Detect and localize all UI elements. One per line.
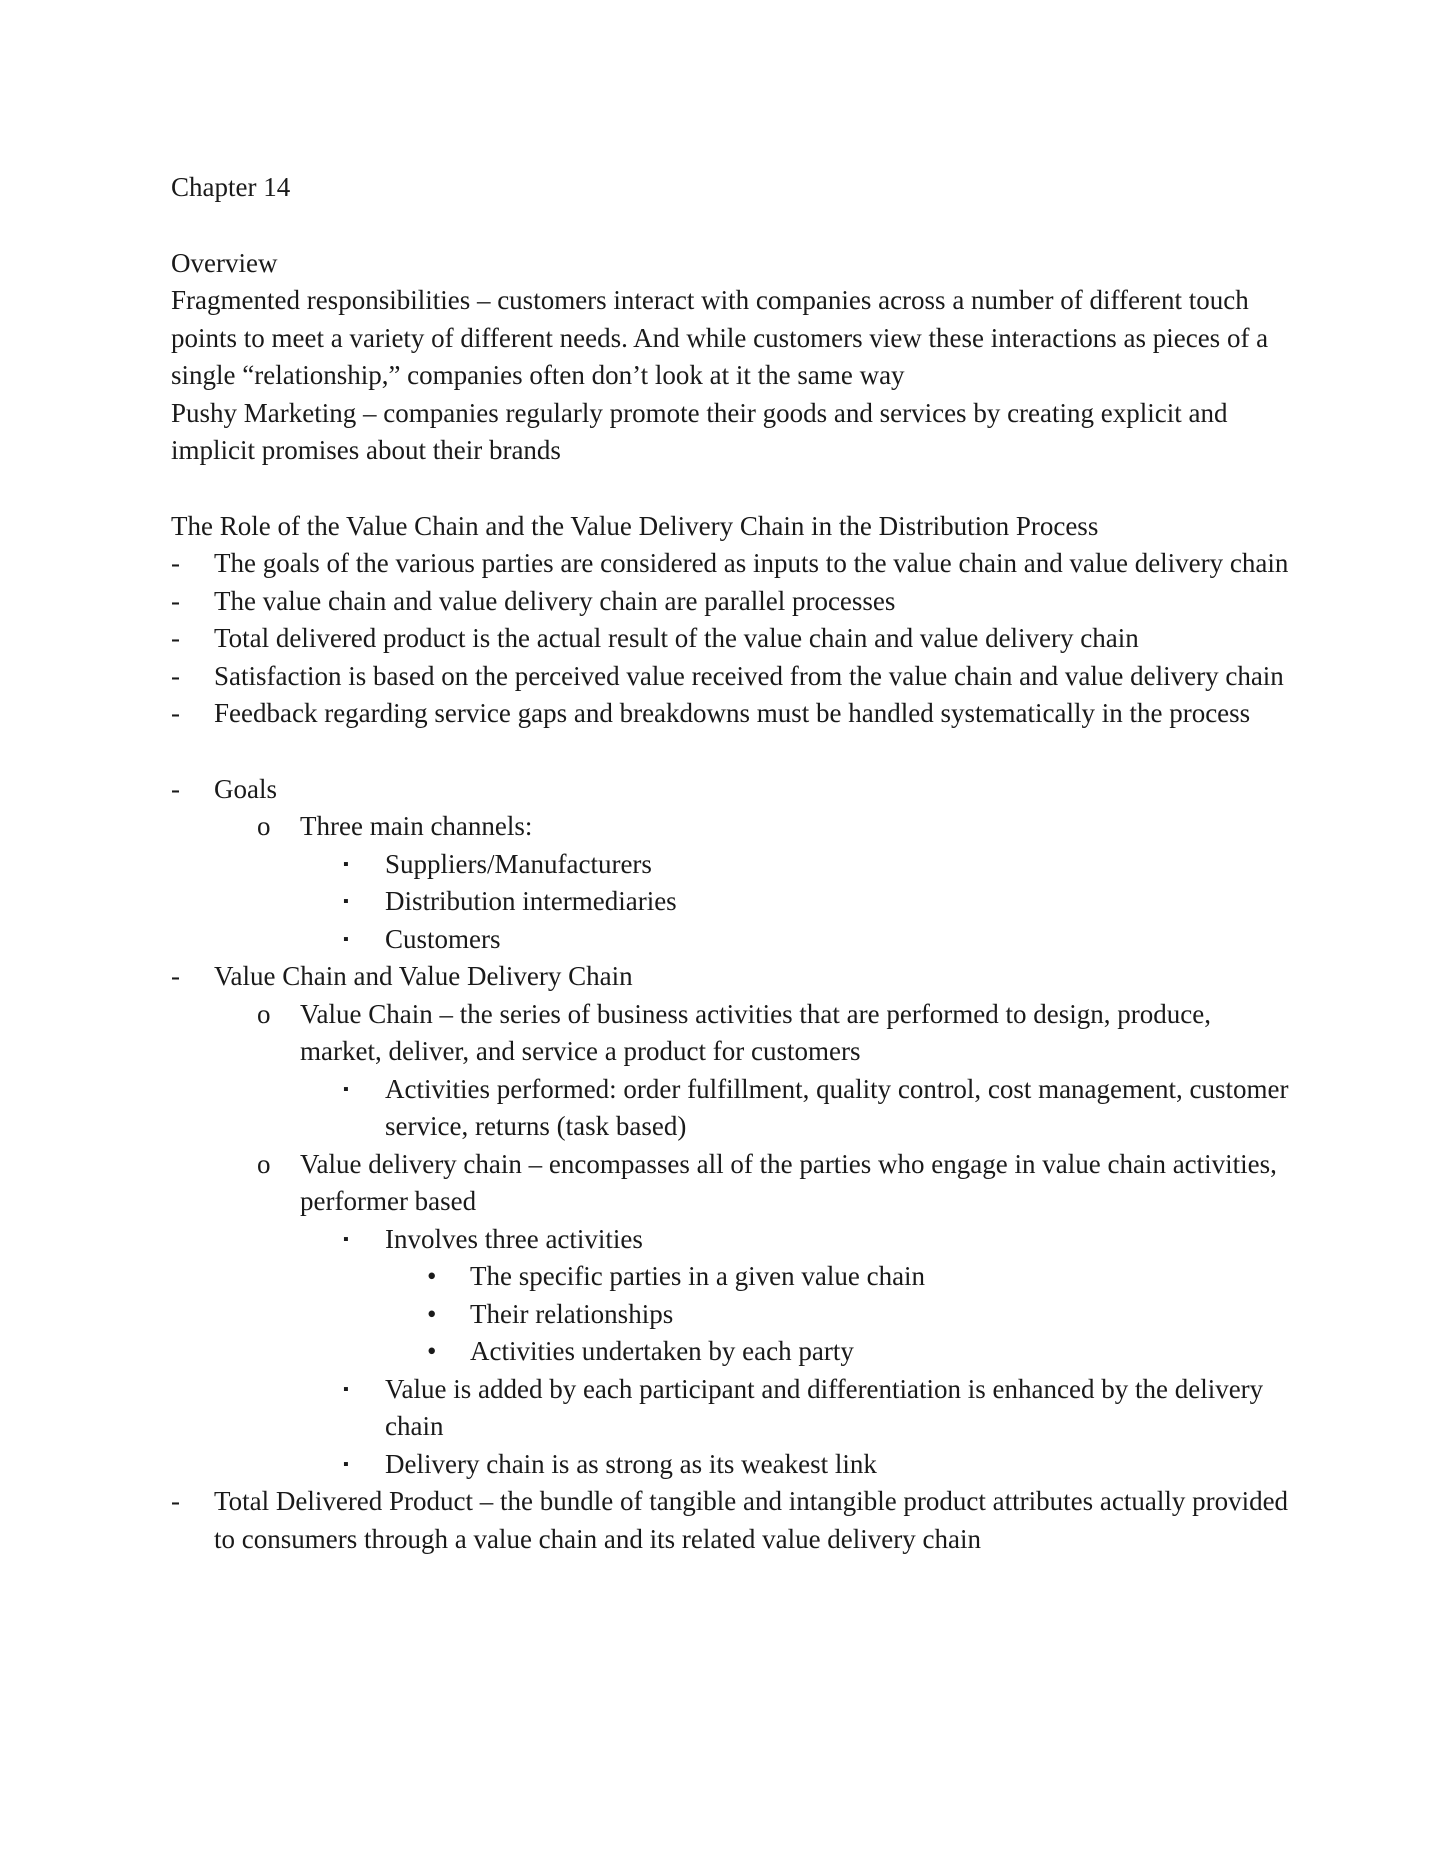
role-item-text: The goals of the various parties are considered as inputs to the value chain and value delivery chain	[214, 548, 1289, 578]
value-chain-text: Value Chain – the series of business activities that are performed to design, produce, market, deliver, and service a product for customers	[300, 998, 1211, 1066]
goals-label: Goals	[214, 773, 277, 804]
role-heading: The Role of the Value Chain and the Value Delivery Chain in the Distribution Process	[171, 510, 1099, 541]
involves-item	[171, 1221, 1291, 1259]
involves-sub-item	[171, 1258, 1291, 1296]
overview-heading: Overview	[171, 247, 278, 278]
channel-item	[171, 846, 1291, 884]
channels-label: Three main channels:	[300, 811, 533, 841]
dash-marker: -	[171, 1486, 180, 1516]
document-body	[171, 169, 1291, 1558]
spacer	[171, 470, 1291, 508]
outline-goals	[171, 771, 1291, 809]
square-marker: ▪	[343, 1455, 349, 1473]
value-chain-item	[171, 996, 1291, 1071]
channel-item	[171, 921, 1291, 959]
involves-text: Their relationships	[470, 1298, 674, 1329]
involves-text: Activities undertaken by each party	[470, 1336, 854, 1366]
channel-text: Customers	[385, 923, 501, 954]
dash-marker: -	[171, 585, 180, 616]
square-marker: ▪	[343, 1380, 349, 1398]
square-marker: ▪	[343, 855, 349, 873]
channel-item	[171, 883, 1291, 921]
role-item-text: Feedback regarding service gaps and breakdowns must be handled systematically in the process	[214, 698, 1251, 728]
dash-marker: -	[171, 698, 180, 728]
circle-marker: o	[257, 1148, 271, 1179]
square-marker: ▪	[343, 930, 349, 948]
chapter-title: Chapter 14	[171, 172, 291, 202]
channel-text: Suppliers/Manufacturers	[385, 848, 652, 879]
role-list-item	[171, 620, 1291, 658]
value-chain-activities-item	[171, 1071, 1291, 1146]
weakest-link-item	[171, 1446, 1291, 1484]
involves-label: Involves three activities	[385, 1223, 643, 1254]
circle-marker: o	[257, 998, 271, 1029]
bullet-marker: •	[427, 1336, 437, 1366]
role-list-item	[171, 545, 1291, 583]
dash-marker: -	[171, 961, 180, 991]
role-item-text: Total delivered product is the actual result of the value chain and value delivery chain	[214, 623, 1139, 653]
circle-marker: o	[257, 811, 271, 841]
spacer	[171, 207, 1291, 245]
overview-paragraph-pushy: Pushy Marketing – companies regularly promote their goods and services by creating explicit and implicit promises about their brands	[171, 397, 1228, 465]
bullet-marker: •	[427, 1261, 437, 1291]
channel-text: Distribution intermediaries	[385, 886, 677, 916]
role-item-text: The value chain and value delivery chain are parallel processes	[214, 585, 896, 616]
delivery-chain-text: Value delivery chain – encompasses all of the parties who engage in value chain activities, performer based	[300, 1148, 1277, 1216]
value-added-text: Value is added by each participant and differentiation is enhanced by the delivery chain	[385, 1373, 1264, 1441]
role-list-item	[171, 658, 1291, 696]
involves-sub-item	[171, 1296, 1291, 1334]
role-item-text: Satisfaction is based on the perceived value received from the value chain and value delivery chain	[214, 660, 1284, 691]
weakest-link-text: Delivery chain is as strong as its weakest link	[385, 1448, 877, 1479]
value-chain-activities-text: Activities performed: order fulfillment, quality control, cost management, customer service, returns (task based)	[385, 1073, 1289, 1141]
outline-chains	[171, 958, 1291, 996]
role-list-item	[171, 583, 1291, 621]
total-delivered-text: Total Delivered Product – the bundle of tangible and intangible product attributes actually provided to consumers through a value chain and its related value delivery chain	[214, 1486, 1289, 1554]
square-marker: ▪	[343, 1230, 349, 1248]
dash-marker: -	[171, 623, 180, 653]
overview-paragraph-fragmented: Fragmented responsibilities – customers interact with companies across a number of different touch points to meet a variety of different needs. And while customers view these interactions as pieces of a single “relationship,” companies often don’t look at it the same way	[171, 285, 1269, 390]
delivery-chain-item	[171, 1146, 1291, 1221]
role-list-item	[171, 695, 1291, 733]
spacer	[171, 733, 1291, 771]
dash-marker: -	[171, 548, 180, 578]
chains-label: Value Chain and Value Delivery Chain	[214, 961, 633, 991]
square-marker: ▪	[343, 893, 349, 910]
involves-text: The specific parties in a given value chain	[470, 1261, 926, 1291]
dash-marker: -	[171, 660, 180, 691]
involves-sub-item	[171, 1333, 1291, 1371]
bullet-marker: •	[427, 1298, 437, 1329]
dash-marker: -	[171, 773, 180, 804]
value-added-item	[171, 1371, 1291, 1446]
channels-item	[171, 808, 1291, 846]
square-marker: ▪	[343, 1080, 349, 1098]
outline-total-delivered	[171, 1483, 1291, 1558]
